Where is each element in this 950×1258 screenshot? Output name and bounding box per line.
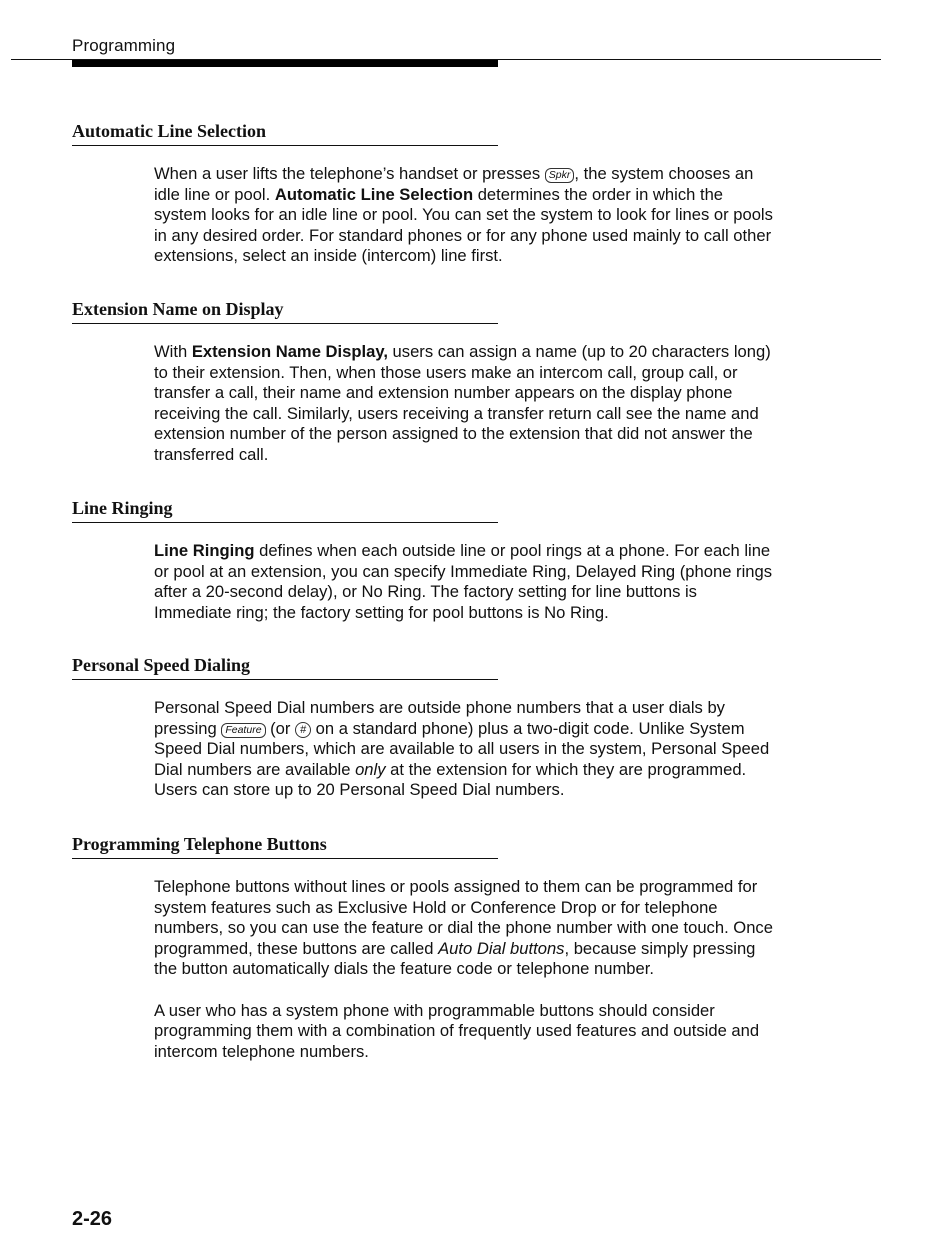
section-line-ringing [72,498,772,623]
text-run: determines the order in which the system looks for an idle line or pool. You can set the system to look for lines or pools in any desired order. For standard phones or for any phone used mainly to call other extensions, select an inside (intercom) line first. [154,184,773,266]
text-run: , the system chooses an idle line or pool. [154,164,754,204]
section-automatic-line-selection [72,121,772,267]
text-run: Telephone buttons without lines or pools assigned to them can be programmed for system features such as Exclusive Hold or Conference Drop or for telephone numbers, so you can use the feature or dial the phone number with one touch. Once programmed, these buttons are called [154,877,773,958]
feature-key-icon: Feature [221,723,265,738]
italic-term: only [355,759,386,779]
section-heading: Personal Speed Dialing [72,655,498,680]
paragraph [154,164,774,267]
text-run: A user who has a system phone with programmable buttons should consider programming them with a combination of frequently used features and outside and intercom telephone numbers. [154,1000,760,1061]
section-programming-telephone-buttons [72,834,772,1062]
paragraph [154,1001,774,1063]
section-heading: Automatic Line Selection [72,121,498,146]
paragraph [154,877,774,980]
bold-term: Line Ringing [154,541,255,560]
text-run: users can assign a name (up to 20 characters long) to their extension. Then, when those users make an intercom call, group call, or transfer a call, their name and extension number appears on the display phone receiving the call. Similarly, users receiving a transfer return call see the name and extension number of the person assigned to the extension that did not answer the transferred call. [154,342,771,464]
bold-term: Extension Name Display, [191,342,388,361]
text-run: When a user lifts the telephone’s handset or presses [154,164,545,183]
section-heading: Line Ringing [72,498,498,523]
bold-term: Automatic Line Selection [274,184,474,204]
page-number: 2-26 [72,1208,113,1230]
text-run: (or [265,718,296,738]
section-personal-speed-dialing [72,655,772,801]
italic-term: Auto Dial buttons [438,938,565,958]
paragraph [154,342,774,466]
text-run: at the extension for which they are programmed. Users can store up to 20 Personal Speed Dial numbers. [154,759,747,800]
running-header: Programming [72,36,176,55]
section-heading: Programming Telephone Buttons [72,834,498,859]
spkr-key-icon: Spkr [545,168,575,183]
pound-key-icon: # [295,722,311,738]
text-run: on a standard phone) plus a two-digit code. Unlike System Speed Dial numbers, which are available to all users in the system, Personal Speed Dial numbers are available [154,718,770,779]
section-heading: Extension Name on Display [72,299,498,324]
text-run: With [154,342,192,361]
text-run: Personal Speed Dial numbers are outside phone numbers that a user dials by pressing [154,698,725,738]
paragraph [154,541,774,623]
section-extension-name-on-display [72,299,772,466]
text-run: defines when each outside line or pool rings at a phone. For each line or pool at an extension, you can specify Immediate Ring, Delayed Ring (phone rings after a 20-second delay), or No Ring. The factory setting for line buttons is Immediate ring; the factory setting for pool buttons is No Ring. [154,541,773,622]
paragraph [154,698,774,801]
text-run: , because simply pressing the button automatically dials the feature code or telephone number. [154,938,756,979]
header-rule-thick [72,60,498,67]
